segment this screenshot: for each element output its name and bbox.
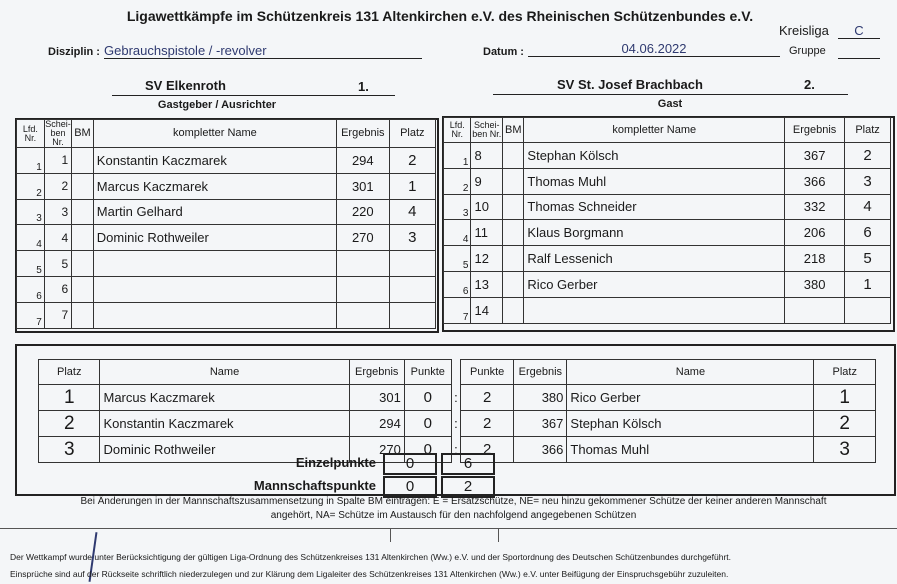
col-scheiben: Schei- ben Nr. bbox=[471, 118, 503, 143]
platz-cell[interactable]: 3 bbox=[814, 437, 876, 463]
summary-table bbox=[38, 359, 876, 463]
name-cell[interactable]: Stephan Kölsch bbox=[567, 411, 814, 437]
name-cell[interactable]: Thomas Muhl bbox=[524, 168, 785, 194]
bm-cell[interactable] bbox=[503, 271, 524, 297]
name-cell[interactable]: Rico Gerber bbox=[524, 271, 785, 297]
table-row bbox=[444, 194, 891, 220]
scheibe-cell[interactable]: 12 bbox=[471, 246, 503, 272]
separator: : bbox=[454, 442, 458, 457]
footer-line-2: Einsprüche sind auf der Rückseite schriftlich niederzulegen und zur Klärung dem Ligaleiter des Schützenkreises 131 Altenkirchen (Ww.) e.V. unter Beifügung der Einspruchsgebühr zuzuleiten. bbox=[10, 569, 729, 579]
lfd-cell: 3 bbox=[17, 199, 45, 225]
scheibe-cell[interactable]: 5 bbox=[44, 251, 71, 277]
col-ergebnis: Ergebnis bbox=[337, 120, 390, 148]
lfd-cell: 5 bbox=[444, 246, 471, 272]
bm-cell[interactable] bbox=[72, 276, 94, 302]
name-cell[interactable]: Ralf Lessenich bbox=[524, 246, 785, 272]
platz-cell[interactable] bbox=[389, 276, 435, 302]
platz-cell[interactable]: 2 bbox=[845, 143, 891, 169]
ergebnis-cell[interactable]: 301 bbox=[337, 173, 390, 199]
scheibe-cell[interactable]: 8 bbox=[471, 143, 503, 169]
name-cell[interactable] bbox=[93, 302, 336, 328]
table-row bbox=[444, 220, 891, 246]
scheibe-cell[interactable]: 10 bbox=[471, 194, 503, 220]
mannschaftspunkte-guest[interactable]: 2 bbox=[441, 476, 495, 498]
platz-cell[interactable]: 1 bbox=[39, 385, 100, 411]
col-ergebnis-guest: Ergebnis bbox=[514, 360, 567, 385]
ergebnis-cell[interactable] bbox=[337, 302, 390, 328]
scheibe-cell[interactable]: 14 bbox=[471, 297, 503, 323]
col-ergebnis: Ergebnis bbox=[785, 118, 845, 143]
lfd-cell: 3 bbox=[444, 194, 471, 220]
col-name: kompletter Name bbox=[93, 120, 336, 148]
divider bbox=[0, 528, 897, 529]
name-cell[interactable] bbox=[93, 251, 336, 277]
ergebnis-cell[interactable]: 294 bbox=[337, 148, 390, 174]
platz-cell[interactable] bbox=[389, 302, 435, 328]
platz-cell[interactable]: 1 bbox=[845, 271, 891, 297]
lfd-cell: 1 bbox=[17, 148, 45, 174]
scheibe-cell[interactable]: 4 bbox=[44, 225, 71, 251]
scheibe-cell[interactable]: 11 bbox=[471, 220, 503, 246]
lfd-cell: 2 bbox=[17, 173, 45, 199]
bm-cell[interactable] bbox=[503, 143, 524, 169]
ergebnis-cell[interactable]: 366 bbox=[785, 168, 845, 194]
punkte-cell[interactable]: 2 bbox=[461, 437, 514, 463]
col-platz-home: Platz bbox=[39, 360, 100, 385]
guest-team-number: 2. bbox=[804, 77, 815, 92]
ergebnis-cell[interactable]: 206 bbox=[785, 220, 845, 246]
lfd-cell: 7 bbox=[444, 297, 471, 323]
home-team-line bbox=[112, 95, 395, 96]
lfd-cell: 5 bbox=[17, 251, 45, 277]
bm-cell[interactable] bbox=[72, 173, 94, 199]
scheibe-cell[interactable]: 9 bbox=[471, 168, 503, 194]
platz-cell[interactable]: 2 bbox=[389, 148, 435, 174]
punkte-cell[interactable]: 0 bbox=[404, 385, 451, 411]
ergebnis-cell[interactable] bbox=[337, 251, 390, 277]
divider bbox=[390, 528, 391, 542]
ergebnis-cell[interactable] bbox=[337, 276, 390, 302]
col-scheiben: Schei- ben Nr. bbox=[45, 119, 71, 147]
scheibe-cell[interactable]: 2 bbox=[44, 173, 71, 199]
scheibe-cell[interactable]: 6 bbox=[44, 276, 71, 302]
home-team-number: 1. bbox=[358, 79, 369, 94]
disziplin-field[interactable]: Gebrauchspistole / -revolver bbox=[104, 43, 422, 59]
table-row bbox=[17, 251, 436, 277]
guest-shooters-table bbox=[443, 117, 891, 324]
name-cell[interactable]: Thomas Muhl bbox=[567, 437, 814, 463]
platz-cell[interactable]: 6 bbox=[845, 220, 891, 246]
datum-label: Datum : bbox=[483, 46, 524, 58]
home-shooters-table bbox=[16, 119, 436, 329]
bm-cell[interactable] bbox=[503, 220, 524, 246]
guest-team-role: Gast bbox=[657, 98, 683, 110]
disziplin-label: Disziplin : bbox=[48, 46, 100, 58]
name-cell[interactable]: Konstantin Kaczmarek bbox=[100, 411, 349, 437]
divider bbox=[498, 528, 499, 542]
table-row bbox=[17, 199, 436, 225]
ergebnis-cell[interactable]: 218 bbox=[785, 246, 845, 272]
platz-cell[interactable] bbox=[845, 297, 891, 323]
col-ergebnis-home: Ergebnis bbox=[349, 360, 404, 385]
gruppe-label: Gruppe bbox=[789, 45, 826, 57]
table-row bbox=[444, 297, 891, 323]
separator bbox=[451, 360, 460, 385]
col-name-guest: Name bbox=[567, 360, 814, 385]
kreisliga-value[interactable]: C bbox=[838, 23, 880, 39]
footer-line-1: Der Wettkampf wurde unter Berücksichtigung der gültigen Liga-Ordnung des Schützenkreises 131 Altenkirchen (Ww.) e.V. und der Sportordnung des Deutschen Schützenbundes durchgeführt. bbox=[10, 552, 732, 562]
bm-cell[interactable] bbox=[503, 246, 524, 272]
col-bm: BM bbox=[503, 118, 524, 143]
ergebnis-cell[interactable]: 366 bbox=[514, 437, 567, 463]
platz-cell[interactable]: 3 bbox=[845, 168, 891, 194]
name-cell[interactable]: Thomas Schneider bbox=[524, 194, 785, 220]
platz-cell[interactable]: 3 bbox=[39, 437, 100, 463]
punkte-cell[interactable]: 0 bbox=[404, 437, 451, 463]
table-row bbox=[444, 246, 891, 272]
table-row bbox=[444, 271, 891, 297]
mannschaftspunkte-label: Mannschaftspunkte bbox=[253, 478, 376, 493]
platz-cell[interactable]: 4 bbox=[389, 199, 435, 225]
bm-cell[interactable] bbox=[503, 194, 524, 220]
platz-cell[interactable]: 2 bbox=[39, 411, 100, 437]
home-team-role: Gastgeber / Ausrichter bbox=[157, 99, 277, 111]
name-cell[interactable]: Klaus Borgmann bbox=[524, 220, 785, 246]
scheibe-cell[interactable]: 1 bbox=[44, 148, 71, 174]
datum-field[interactable]: 04.06.2022 bbox=[528, 41, 780, 57]
home-team-name: SV Elkenroth bbox=[145, 78, 226, 93]
scheibe-cell[interactable]: 13 bbox=[471, 271, 503, 297]
platz-cell[interactable]: 4 bbox=[845, 194, 891, 220]
table-row bbox=[444, 168, 891, 194]
punkte-cell[interactable]: 2 bbox=[461, 411, 514, 437]
lfd-cell: 4 bbox=[444, 220, 471, 246]
lfd-cell: 4 bbox=[17, 225, 45, 251]
platz-cell[interactable]: 5 bbox=[845, 246, 891, 272]
name-cell[interactable] bbox=[524, 297, 785, 323]
platz-cell[interactable]: 1 bbox=[389, 173, 435, 199]
separator: : bbox=[454, 416, 458, 431]
lfd-cell: 2 bbox=[444, 168, 471, 194]
platz-cell[interactable]: 2 bbox=[814, 411, 876, 437]
einzelpunkte-label: Einzelpunkte bbox=[295, 455, 376, 470]
platz-cell[interactable]: 1 bbox=[814, 385, 876, 411]
table-row bbox=[17, 276, 436, 302]
lfd-cell: 1 bbox=[444, 143, 471, 169]
sheet-title: Ligawettkämpfe im Schützenkreis 131 Altenkirchen e.V. des Rheinischen Schützenbundes e.V. bbox=[126, 8, 754, 24]
lfd-cell: 7 bbox=[17, 302, 45, 328]
ergebnis-cell[interactable]: 220 bbox=[337, 199, 390, 225]
col-lfd: Lfd. Nr. bbox=[17, 120, 45, 148]
scheibe-cell[interactable]: 3 bbox=[44, 199, 71, 225]
punkte-cell[interactable]: 2 bbox=[461, 385, 514, 411]
note-line-1: Bei Änderungen in der Mannschaftszusammensetzung in Spalte BM eintragen: E = Ersatzschütze, NE= neu hinzu gekommener Schütze der keiner anderen Mannschaft bbox=[80, 496, 827, 507]
summary-row bbox=[39, 411, 876, 437]
ergebnis-cell[interactable]: 380 bbox=[785, 271, 845, 297]
name-cell[interactable]: Rico Gerber bbox=[567, 385, 814, 411]
lfd-cell: 6 bbox=[444, 271, 471, 297]
bm-cell[interactable] bbox=[72, 199, 94, 225]
col-name: kompletter Name bbox=[524, 118, 785, 143]
punkte-cell[interactable]: 0 bbox=[404, 411, 451, 437]
name-cell[interactable]: Martin Gelhard bbox=[93, 199, 336, 225]
kreisliga-label: Kreisliga bbox=[779, 23, 829, 38]
bm-cell[interactable] bbox=[72, 148, 94, 174]
col-punkte-guest: Punkte bbox=[461, 360, 514, 385]
table-row bbox=[17, 225, 436, 251]
col-platz: Platz bbox=[845, 118, 891, 143]
ergebnis-cell[interactable]: 367 bbox=[785, 143, 845, 169]
name-cell[interactable]: Marcus Kaczmarek bbox=[100, 385, 349, 411]
gruppe-field[interactable] bbox=[838, 58, 880, 59]
ergebnis-cell[interactable]: 294 bbox=[349, 411, 404, 437]
col-bm: BM bbox=[72, 120, 94, 148]
col-name-home: Name bbox=[100, 360, 349, 385]
scheibe-cell[interactable]: 7 bbox=[44, 302, 71, 328]
name-cell[interactable]: Marcus Kaczmarek bbox=[93, 173, 336, 199]
lfd-cell: 6 bbox=[17, 276, 45, 302]
name-cell[interactable]: Dominic Rothweiler bbox=[100, 437, 349, 463]
guest-team-line bbox=[493, 94, 848, 95]
bm-cell[interactable] bbox=[503, 168, 524, 194]
separator: : bbox=[454, 390, 458, 405]
col-lfd: Lfd. Nr. bbox=[444, 118, 471, 143]
summary-row bbox=[39, 385, 876, 411]
note-line-2: angehört, NA= Schütze im Austausch für den nachfolgend angegebenen Schützen bbox=[270, 510, 637, 521]
ergebnis-cell[interactable]: 367 bbox=[514, 411, 567, 437]
platz-cell[interactable] bbox=[389, 251, 435, 277]
name-cell[interactable]: Konstantin Kaczmarek bbox=[93, 148, 336, 174]
platz-cell[interactable]: 3 bbox=[389, 225, 435, 251]
bm-cell[interactable] bbox=[72, 225, 94, 251]
name-cell[interactable] bbox=[93, 276, 336, 302]
mannschaftspunkte-home[interactable]: 0 bbox=[383, 476, 437, 498]
ergebnis-cell[interactable]: 332 bbox=[785, 194, 845, 220]
col-platz-guest: Platz bbox=[814, 360, 876, 385]
col-platz: Platz bbox=[389, 120, 435, 148]
col-punkte-home: Punkte bbox=[404, 360, 451, 385]
ergebnis-cell[interactable]: 270 bbox=[349, 437, 404, 463]
einzelpunkte-guest[interactable]: 6 bbox=[441, 453, 495, 475]
table-row bbox=[444, 143, 891, 169]
bm-cell[interactable] bbox=[72, 302, 94, 328]
ergebnis-cell[interactable]: 301 bbox=[349, 385, 404, 411]
bm-cell[interactable] bbox=[503, 297, 524, 323]
ergebnis-cell[interactable]: 270 bbox=[337, 225, 390, 251]
table-row bbox=[17, 173, 436, 199]
ergebnis-cell[interactable]: 380 bbox=[514, 385, 567, 411]
name-cell[interactable]: Dominic Rothweiler bbox=[93, 225, 336, 251]
einzelpunkte-home[interactable]: 0 bbox=[383, 453, 437, 475]
table-row bbox=[17, 148, 436, 174]
guest-team-name: SV St. Josef Brachbach bbox=[557, 77, 703, 92]
table-row bbox=[17, 302, 436, 328]
ergebnis-cell[interactable] bbox=[785, 297, 845, 323]
bm-cell[interactable] bbox=[72, 251, 94, 277]
name-cell[interactable]: Stephan Kölsch bbox=[524, 143, 785, 169]
